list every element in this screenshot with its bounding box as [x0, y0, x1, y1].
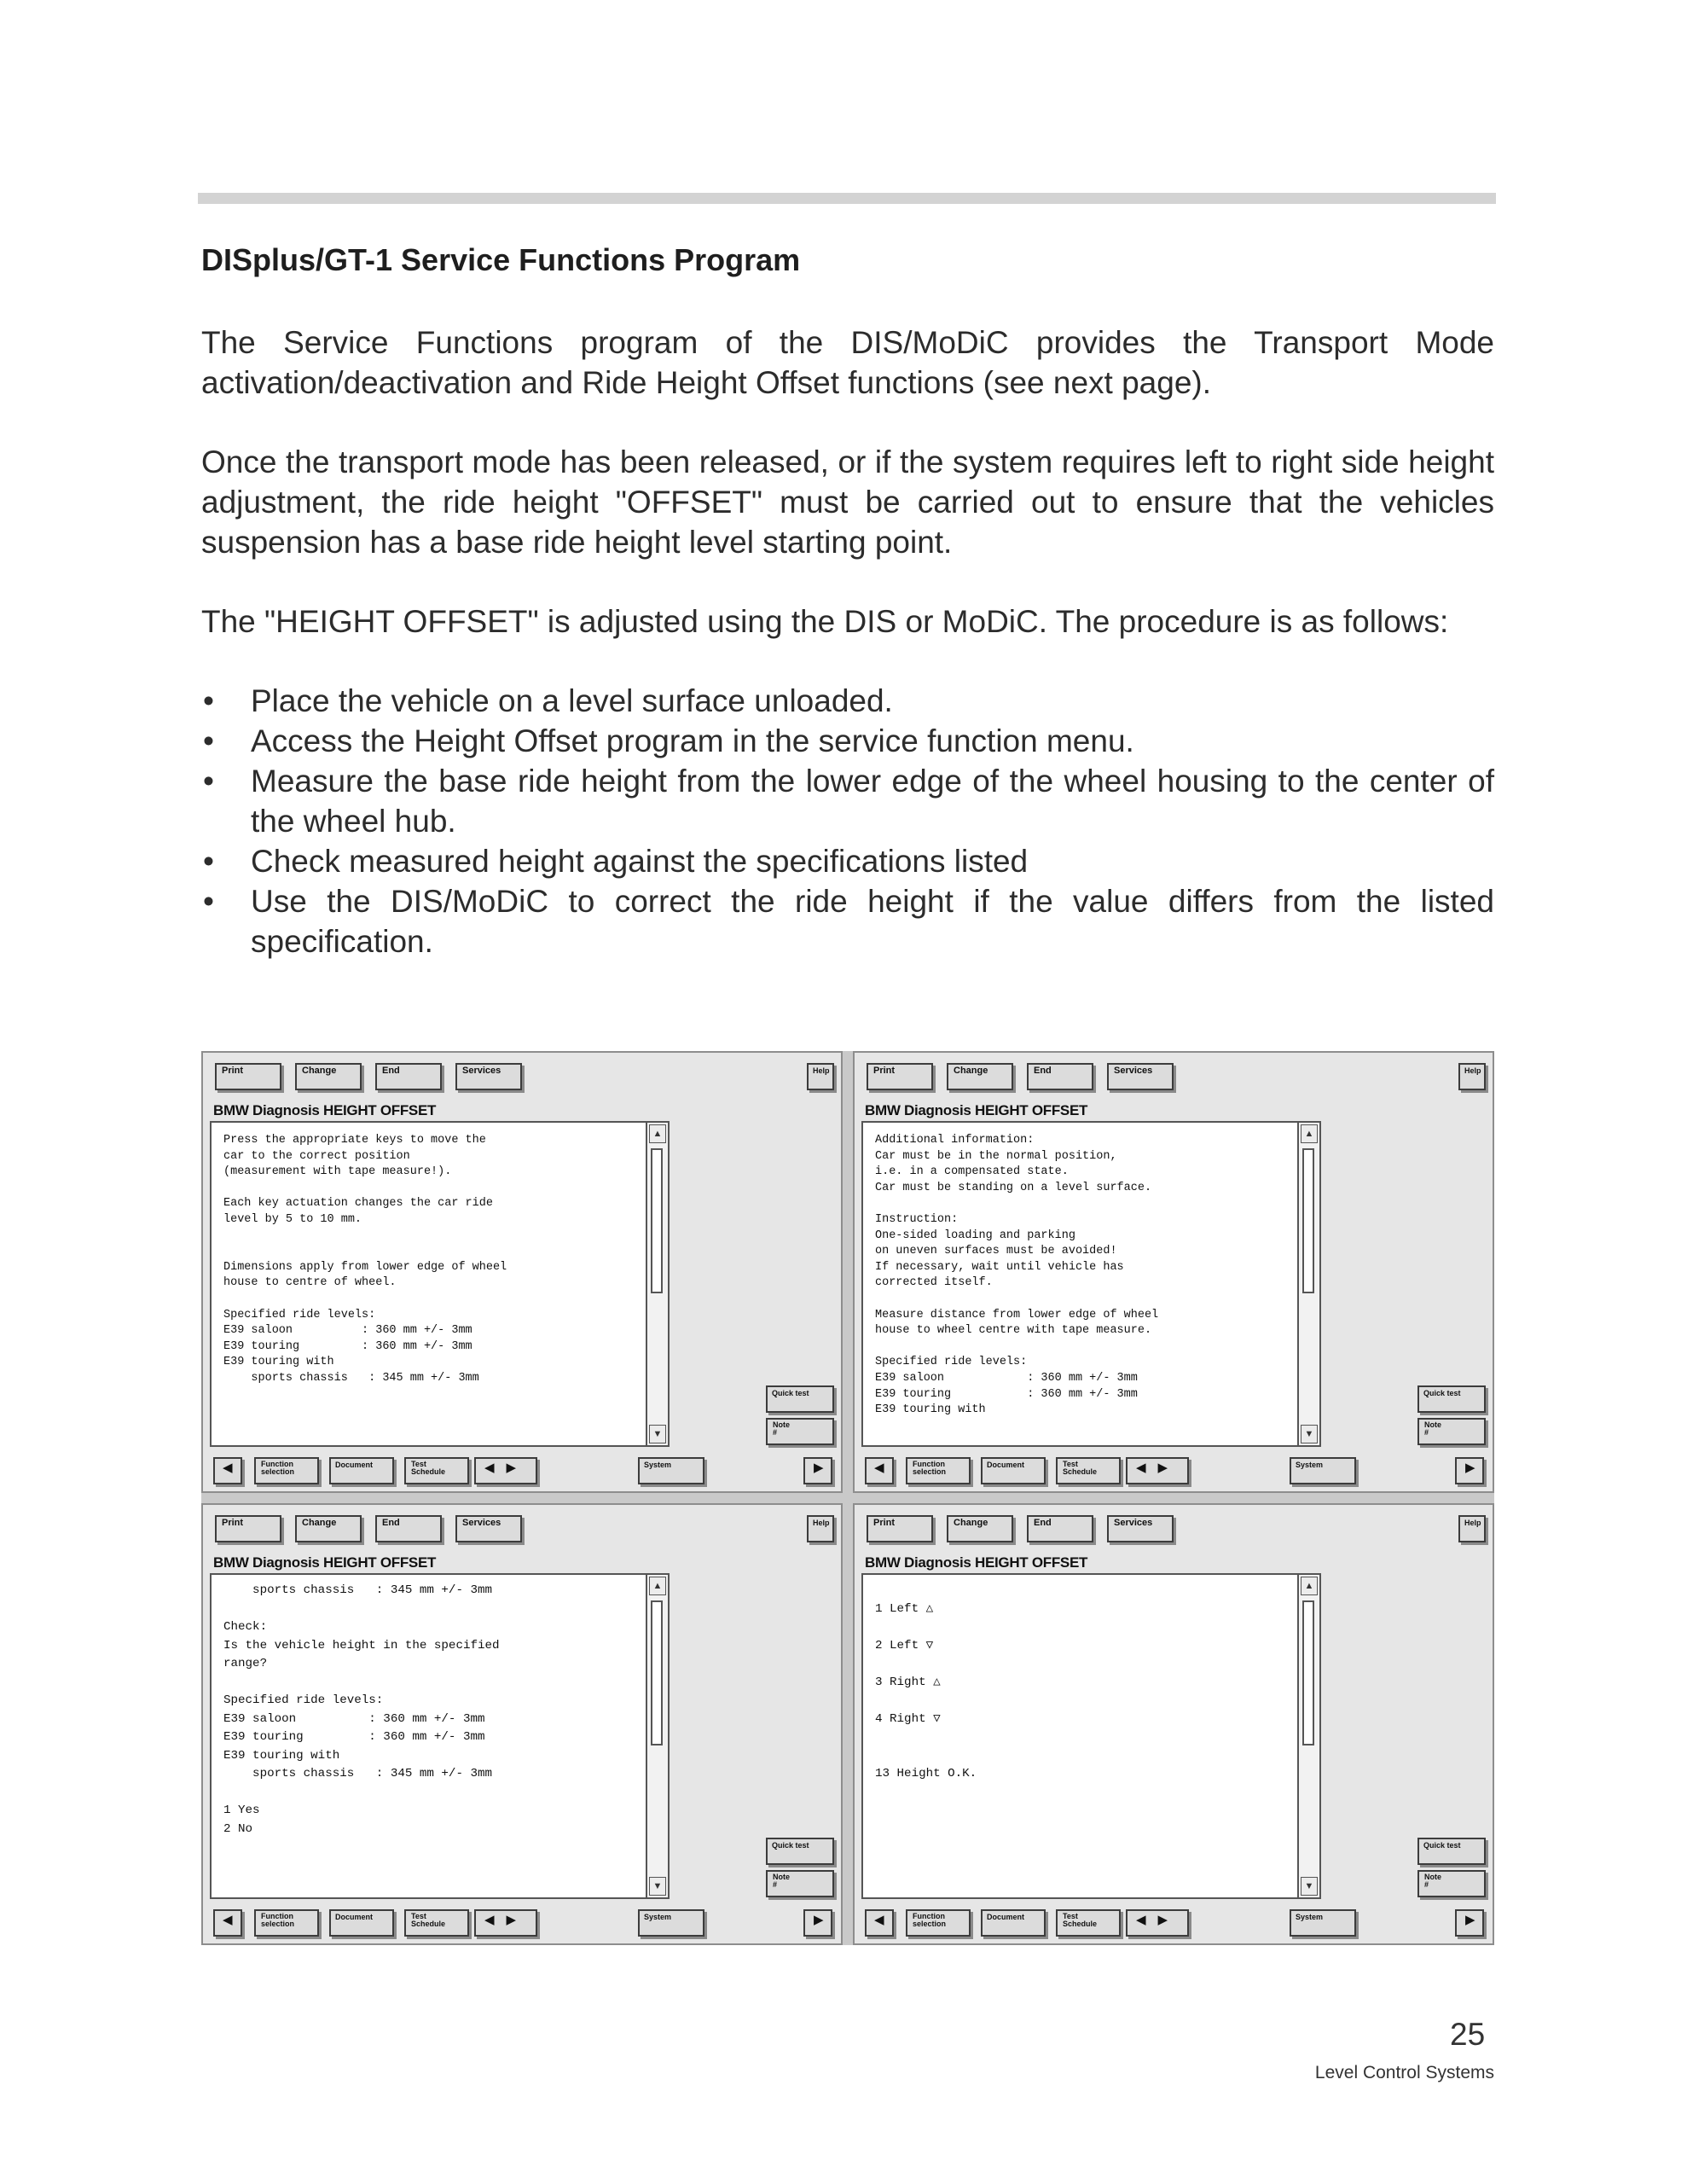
screen-title: BMW Diagnosis HEIGHT OFFSET	[213, 1102, 437, 1118]
bullet-icon: •	[203, 723, 214, 758]
document-button[interactable]: Document	[329, 1457, 394, 1484]
arrow-left-icon[interactable]: ◀	[213, 1909, 242, 1937]
screen-title: BMW Diagnosis HEIGHT OFFSET	[213, 1554, 437, 1571]
screen-title: BMW Diagnosis HEIGHT OFFSET	[865, 1102, 1088, 1118]
text-display	[861, 1573, 1299, 1899]
print-button[interactable]: Print	[867, 1515, 933, 1542]
arrow-left-icon[interactable]: ◀	[865, 1457, 894, 1484]
offset-paragraph: Once the transport mode has been released, or if the system requires left to right side height adjustment, the ride height "OFFSET" must be carried out to ensure that the vehicles suspension has a base ride height level starting point.	[201, 444, 1494, 560]
note-button[interactable]: Note #	[766, 1418, 834, 1445]
display-text: 1 Left △ 2 Left ▽ 3 Right △ 4 Right ▽ 13 Height O.K.	[875, 1601, 977, 1780]
help-button[interactable]: Help	[807, 1063, 834, 1090]
scroll-thumb[interactable]	[651, 1600, 663, 1745]
display-text: Additional information: Car must be in the normal position, i.e. in a compensated state. Car must be standing on a level surface. Instruction: One-sided loading and parking on uneven surfaces must be avoided! If necessary, wait until vehicle has corrected itself. Measure distance from lower edge of wheel house to wheel centre with tape measure. Specified ride levels: E39 saloon : 360 mm +/- 3mm E39 touring : 360 mm +/- 3mm E39 touring with	[875, 1134, 1159, 1417]
list-item: • Place the vehicle on a level surface unloaded.	[201, 681, 1494, 721]
list-item: • Check measured height against the specifications listed	[201, 841, 1494, 881]
list-item: • Measure the base ride height from the lower edge of the wheel housing to the center of the wheel hub.	[201, 761, 1494, 841]
bullet-icon: •	[203, 884, 214, 919]
test-schedule-button[interactable]: Test Schedule	[404, 1909, 469, 1937]
dis-screen-1	[201, 1051, 843, 1493]
system-button[interactable]: System	[1290, 1909, 1356, 1937]
quick-test-button[interactable]: Quick test	[766, 1838, 834, 1865]
end-button[interactable]: End	[1027, 1063, 1093, 1090]
display-text: sports chassis : 345 mm +/- 3mm Check: Is the vehicle height in the specified range? Specified ride levels: E39 saloon : 360 mm +/- 3mm E39 touring : 360 mm +/- 3mm E39 touring with sports chassis : 345 mm +/- 3mm 1 Yes 2 No	[223, 1583, 500, 1836]
arrow-right-icon[interactable]: ▶	[803, 1457, 832, 1484]
header-rule	[198, 193, 1496, 204]
footer-text: Level Control Systems	[1314, 2063, 1494, 2082]
screenshot-grid	[201, 1051, 1494, 1945]
function-selection-button[interactable]: Function selection	[254, 1457, 319, 1484]
function-selection-button[interactable]: Function selection	[254, 1909, 319, 1937]
bullet-icon: •	[203, 683, 214, 718]
scroll-up-icon[interactable]: ▲	[1301, 1577, 1318, 1595]
procedure-paragraph: The "HEIGHT OFFSET" is adjusted using the DIS or MoDiC. The procedure is as follows:	[201, 604, 1449, 639]
end-button[interactable]: End	[375, 1515, 442, 1542]
scrollbar[interactable]	[1299, 1121, 1321, 1447]
note-button[interactable]: Note #	[1417, 1418, 1486, 1445]
scroll-up-icon[interactable]: ▲	[649, 1577, 666, 1595]
scrollbar[interactable]	[647, 1121, 670, 1447]
help-button[interactable]: Help	[807, 1515, 834, 1542]
page-number: 25	[1450, 2017, 1486, 2052]
arrow-left-icon[interactable]: ◀	[865, 1909, 894, 1937]
scroll-thumb[interactable]	[1302, 1600, 1314, 1745]
text-display	[861, 1121, 1299, 1447]
services-button[interactable]: Services	[455, 1063, 522, 1090]
document-button[interactable]: Document	[981, 1457, 1046, 1484]
text-display	[210, 1573, 647, 1899]
system-button[interactable]: System	[638, 1909, 704, 1937]
left-right-arrows-icon[interactable]: ◀▶	[1126, 1909, 1189, 1937]
quick-test-button[interactable]: Quick test	[766, 1385, 834, 1413]
help-button[interactable]: Help	[1458, 1515, 1486, 1542]
arrow-right-icon[interactable]: ▶	[1455, 1457, 1484, 1484]
bullet-icon: •	[203, 764, 214, 799]
scrollbar[interactable]	[1299, 1573, 1321, 1899]
change-button[interactable]: Change	[947, 1515, 1013, 1542]
services-button[interactable]: Services	[455, 1515, 522, 1542]
quick-test-button[interactable]: Quick test	[1417, 1838, 1486, 1865]
left-right-arrows-icon[interactable]: ◀▶	[474, 1909, 537, 1937]
function-selection-button[interactable]: Function selection	[906, 1457, 971, 1484]
scroll-down-icon[interactable]: ▼	[649, 1877, 666, 1896]
section-title: DISplus/GT-1 Service Functions Program	[201, 242, 801, 277]
text-display	[210, 1121, 647, 1447]
arrow-right-icon[interactable]: ▶	[803, 1909, 832, 1937]
dis-screen-2	[853, 1051, 1494, 1493]
left-right-arrows-icon[interactable]: ◀▶	[474, 1457, 537, 1484]
screen-title: BMW Diagnosis HEIGHT OFFSET	[865, 1554, 1088, 1571]
procedure-list	[201, 681, 1494, 961]
change-button[interactable]: Change	[947, 1063, 1013, 1090]
services-button[interactable]: Services	[1107, 1063, 1174, 1090]
note-button[interactable]: Note #	[766, 1870, 834, 1897]
quick-test-button[interactable]: Quick test	[1417, 1385, 1486, 1413]
display-text: Press the appropriate keys to move the car to the correct position (measurement with tape measure!). Each key actuation changes the car ride level by 5 to 10 mm. Dimensions apply from lower edge of wheel house to centre of wheel. Specified ride levels: E39 saloon : 360 mm +/- 3mm E39 touring : 360 mm +/- 3mm E39 touring with sports chassis : 345 mm +/- 3mm	[223, 1134, 507, 1385]
bullet-icon: •	[203, 844, 214, 879]
dis-screen-3	[201, 1503, 843, 1945]
document-button[interactable]: Document	[329, 1909, 394, 1937]
scroll-down-icon[interactable]: ▼	[1301, 1877, 1318, 1896]
list-item: • Access the Height Offset program in the service function menu.	[201, 721, 1494, 761]
document-button[interactable]: Document	[981, 1909, 1046, 1937]
system-button[interactable]: System	[638, 1457, 704, 1484]
help-button[interactable]: Help	[1458, 1063, 1486, 1090]
change-button[interactable]: Change	[295, 1515, 362, 1542]
intro-paragraph: The Service Functions program of the DIS/MoDiC provides the Transport Mode activation/deactivation and Ride Height Offset functions (see next page).	[201, 325, 1494, 400]
arrow-left-icon[interactable]: ◀	[213, 1457, 242, 1484]
scroll-down-icon[interactable]: ▼	[649, 1425, 666, 1443]
arrow-right-icon[interactable]: ▶	[1455, 1909, 1484, 1937]
change-button[interactable]: Change	[295, 1063, 362, 1090]
scroll-up-icon[interactable]: ▲	[649, 1124, 666, 1143]
scroll-thumb[interactable]	[1302, 1148, 1314, 1293]
scroll-thumb[interactable]	[651, 1148, 663, 1293]
services-button[interactable]: Services	[1107, 1515, 1174, 1542]
left-right-arrows-icon[interactable]: ◀▶	[1126, 1457, 1189, 1484]
test-schedule-button[interactable]: Test Schedule	[1056, 1457, 1121, 1484]
dis-screen-4	[853, 1503, 1494, 1945]
system-button[interactable]: System	[1290, 1457, 1356, 1484]
print-button[interactable]: Print	[215, 1515, 281, 1542]
test-schedule-button[interactable]: Test Schedule	[1056, 1909, 1121, 1937]
print-button[interactable]: Print	[215, 1063, 281, 1090]
scroll-down-icon[interactable]: ▼	[1301, 1425, 1318, 1443]
scrollbar[interactable]	[647, 1573, 670, 1899]
test-schedule-button[interactable]: Test Schedule	[404, 1457, 469, 1484]
list-item: • Use the DIS/MoDiC to correct the ride height if the value differs from the listed specification.	[201, 881, 1494, 961]
end-button[interactable]: End	[1027, 1515, 1093, 1542]
end-button[interactable]: End	[375, 1063, 442, 1090]
note-button[interactable]: Note #	[1417, 1870, 1486, 1897]
function-selection-button[interactable]: Function selection	[906, 1909, 971, 1937]
print-button[interactable]: Print	[867, 1063, 933, 1090]
scroll-up-icon[interactable]: ▲	[1301, 1124, 1318, 1143]
